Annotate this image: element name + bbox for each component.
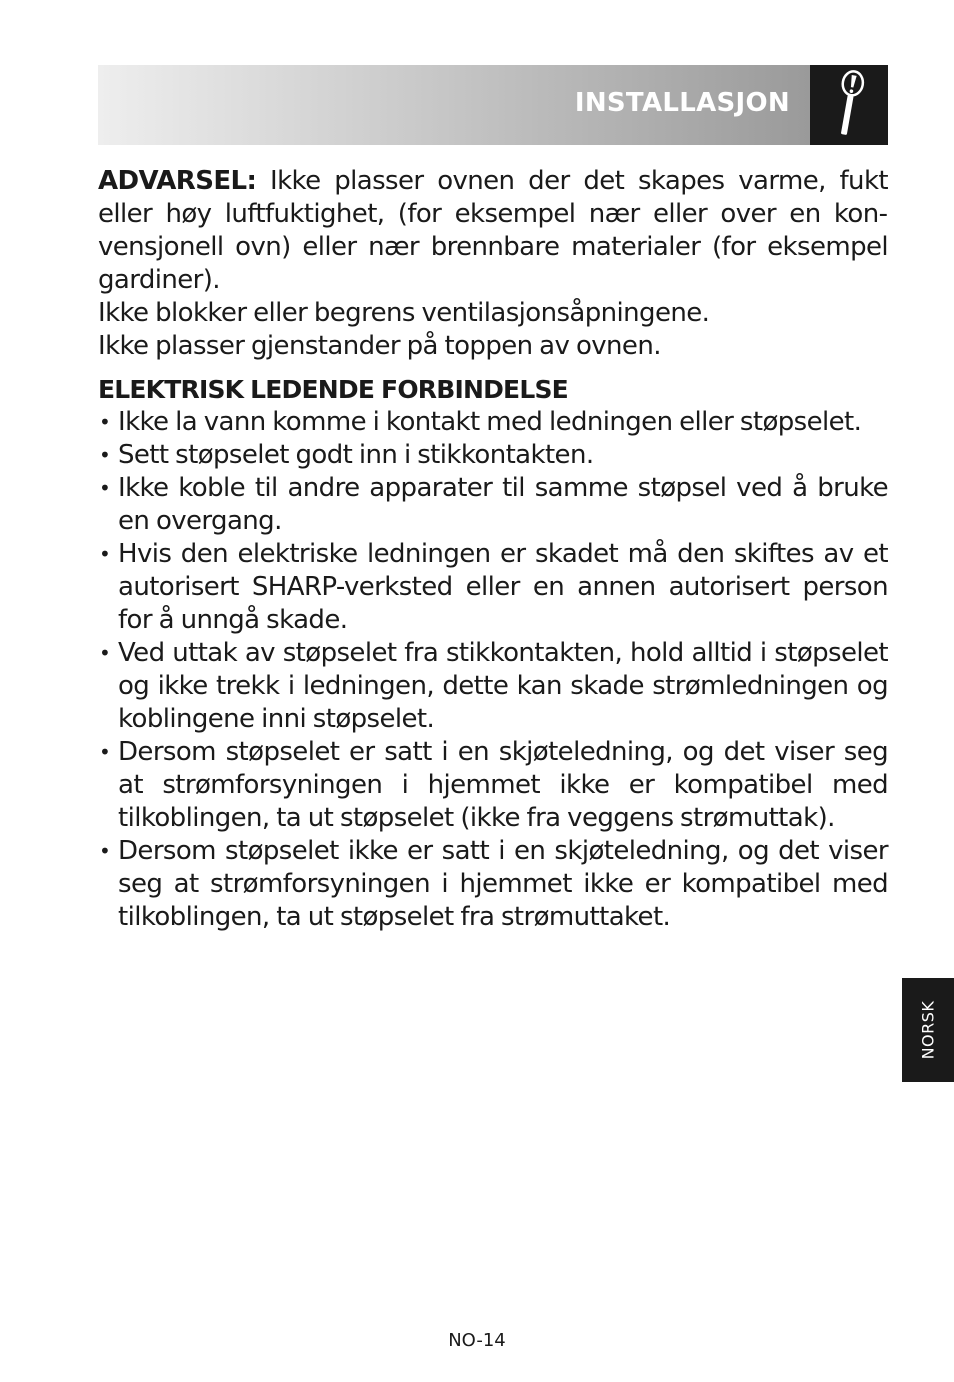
bullet-list — [98, 406, 888, 934]
language-tab — [902, 978, 954, 1082]
list-item: • Ved uttak av støpselet fra stikkontakten, hold alltid i støpselet og ikke trekk i ledningen, dette kan skade strømledningen og koblingene inni støpselet. — [98, 637, 888, 736]
section-title: ELEKTRISK LEDENDE FORBINDELSE — [98, 375, 568, 404]
list-item: • Hvis den elektriske ledningen er skadet må den skiftes av et autorisert SHARP-verksted eller en annen autorisert person for å unngå skade. — [98, 538, 888, 637]
list-item: • Dersom støpselet er satt i en skjøteledning, og det viser seg at strømforsyningen i hjemmet ikke er kompatibel med tilkoblingen, ta ut støpselet (ikke fra veggens strømuttak). — [98, 736, 888, 835]
warning-paragraph — [98, 165, 888, 297]
section-header-bar — [98, 65, 810, 145]
ventilation-note: Ikke blokker eller begrens ventilasjonsåpningene. — [98, 298, 710, 328]
warning-exclamation-icon — [832, 69, 866, 141]
warning-label: ADVARSEL: — [98, 166, 257, 196]
header-icon-box — [810, 65, 888, 145]
page-content — [98, 165, 888, 934]
section-header-title: INSTALLASJON — [574, 88, 790, 118]
list-item: • Ikke la vann komme i kontakt med ledningen eller støpselet. — [98, 406, 888, 439]
warning-text: Ikke plasser ovnen der det skapes varme, fukt eller høy luftfuktighet, (for eksempel nær eller over en konvensjonell ovn) eller nær brennbare materialer (for eksempel gardiner). — [98, 166, 888, 295]
list-item: • Ikke koble til andre apparater til samme støpsel ved å bruke en overgang. — [98, 472, 888, 538]
page-number: NO-14 — [448, 1330, 506, 1351]
list-item: • Sett støpselet godt inn i stikkontakten. — [98, 439, 888, 472]
language-tab-label: NORSK — [918, 1000, 938, 1060]
list-item: • Dersom støpselet ikke er satt i en skjøteledning, og det viser seg at strømforsyningen i hjemmet ikke er kompatibel med tilkoblingen, ta ut støpselet fra strømuttaket. — [98, 835, 888, 934]
top-placement-note: Ikke plasser gjenstander på toppen av ovnen. — [98, 331, 661, 361]
